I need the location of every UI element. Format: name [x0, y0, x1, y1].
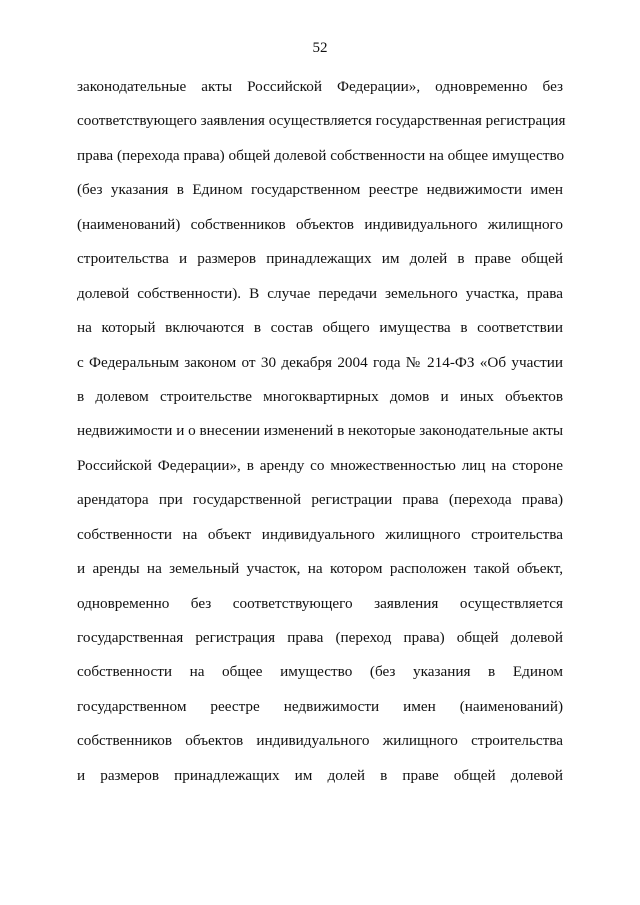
text-line: собственности на общее имущество (без указания в Едином [77, 663, 563, 681]
page-number: 52 [312, 40, 328, 56]
text-line: недвижимости и о внесении изменений в некоторые законодательные акты [77, 422, 564, 440]
text-line: собственников объектов индивидуального жилищного строительства [77, 732, 563, 750]
text-line: строительства и размеров принадлежащих им долей в праве общей [77, 250, 563, 268]
text-line: законодательные акты Российской Федерации», одновременно без [77, 78, 563, 95]
text-line: права (перехода права) общей долевой собственности на общее имущество [77, 146, 565, 164]
text-line: и аренды на земельный участок, на котором расположен такой объект, [77, 560, 563, 578]
text-line: Российской Федерации», в аренду со множественностью лиц на стороне [77, 456, 563, 474]
text-line: в долевом строительстве многоквартирных домов и иных объектов [77, 387, 563, 405]
text-line: с Федеральным законом от 30 декабря 2004 года № 214-ФЗ «Об участии [77, 353, 563, 371]
text-line: (без указания в Едином государственном реестре недвижимости имен [77, 181, 563, 199]
text-line: одновременно без соответствующего заявления осуществляется [77, 594, 563, 612]
text-line: на который включаются в состав общего имущества в соответствии [77, 319, 563, 337]
text-line: государственном реестре недвижимости имен (наименований) [77, 697, 563, 715]
text-line: долевой собственности). В случае передачи земельного участка, права [77, 284, 563, 302]
text-line: государственная регистрация права (переход права) общей долевой [77, 629, 563, 646]
body-text [77, 77, 566, 800]
text-line: собственности на объект индивидуального жилищного строительства [77, 525, 563, 543]
text-line: (наименований) собственников объектов индивидуального жилищного [77, 215, 563, 233]
text-line: арендатора при государственной регистрации права (перехода права) [77, 491, 563, 509]
text-line: соответствующего заявления осуществляется государственная регистрация [77, 112, 566, 130]
text-line: и размеров принадлежащих им долей в праве общей долевой [77, 766, 563, 784]
